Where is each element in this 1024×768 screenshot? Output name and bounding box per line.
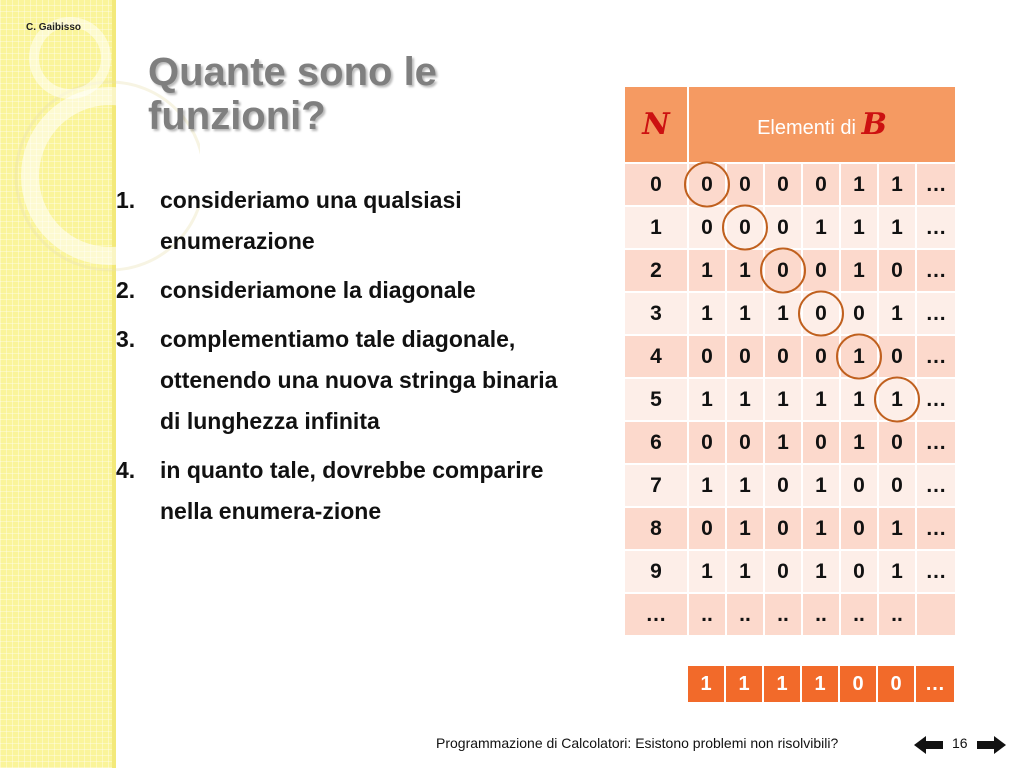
table-row <box>624 421 956 464</box>
bit-cell: 1 <box>878 378 916 421</box>
page-number: 16 <box>952 735 968 751</box>
bit-cell: 1 <box>726 292 764 335</box>
ellipsis-cell: … <box>916 378 956 421</box>
step-text: consideriamone la diagonale <box>160 277 476 303</box>
bit-cell: 1 <box>726 249 764 292</box>
bit-cell: .. <box>726 593 764 636</box>
bit-cell: .. <box>688 593 726 636</box>
enumeration-table <box>623 85 957 637</box>
table-row <box>624 335 956 378</box>
ellipsis-cell: … <box>916 335 956 378</box>
table-row <box>624 206 956 249</box>
bit-cell: .. <box>878 593 916 636</box>
row-index-cell: 9 <box>624 550 688 593</box>
bit-cell: 0 <box>878 464 916 507</box>
bit-cell: 1 <box>764 292 802 335</box>
result-bit-cell: 1 <box>763 665 801 703</box>
row-index-cell: 0 <box>624 163 688 206</box>
bit-cell: 1 <box>688 249 726 292</box>
result-bit-cell: 0 <box>839 665 877 703</box>
bit-cell: 0 <box>688 507 726 550</box>
bit-cell: 0 <box>726 206 764 249</box>
bit-cell: 1 <box>764 421 802 464</box>
table-row <box>624 550 956 593</box>
bit-cell: 0 <box>726 421 764 464</box>
bit-cell: 1 <box>840 249 878 292</box>
bit-cell: 0 <box>688 421 726 464</box>
bit-cell: 0 <box>840 292 878 335</box>
row-index-cell: 7 <box>624 464 688 507</box>
bit-cell: 0 <box>840 550 878 593</box>
ellipsis-cell: … <box>916 421 956 464</box>
table-header-row <box>624 86 956 163</box>
result-bit-cell: 1 <box>801 665 839 703</box>
ellipsis-cell: … <box>916 206 956 249</box>
table-row <box>624 163 956 206</box>
bit-cell: 0 <box>764 206 802 249</box>
ellipsis-cell: … <box>916 292 956 335</box>
bit-cell: 1 <box>878 550 916 593</box>
bit-cell: 1 <box>840 378 878 421</box>
bit-cell: 0 <box>688 163 726 206</box>
row-index-cell: 3 <box>624 292 688 335</box>
result-row <box>687 665 955 703</box>
bit-cell: 0 <box>802 249 840 292</box>
bit-cell: 0 <box>878 335 916 378</box>
bit-cell: 1 <box>878 292 916 335</box>
bit-cell: 0 <box>764 249 802 292</box>
row-index-cell: 2 <box>624 249 688 292</box>
bit-cell: 1 <box>726 507 764 550</box>
bit-cell: .. <box>840 593 878 636</box>
ellipsis-cell: … <box>916 249 956 292</box>
bit-cell: 0 <box>802 163 840 206</box>
bit-cell: 0 <box>840 464 878 507</box>
bit-cell: 0 <box>764 507 802 550</box>
step-number: 2. <box>116 277 136 303</box>
bit-cell: .. <box>802 593 840 636</box>
bit-cell: 1 <box>688 378 726 421</box>
bit-cell: 1 <box>840 163 878 206</box>
step-text: complementiamo tale diagonale, ottenendo una nuova stringa binaria di lunghezza infinita <box>160 326 558 434</box>
table-row <box>624 507 956 550</box>
result-bit-cell: 1 <box>687 665 725 703</box>
table-row <box>624 378 956 421</box>
bit-cell: 1 <box>878 507 916 550</box>
author-label: C. Gaibisso <box>26 22 82 33</box>
ellipsis-cell: … <box>916 464 956 507</box>
step-text: in quanto tale, dovrebbe comparire nella enumera-zione <box>160 457 544 524</box>
arrow-left-icon[interactable] <box>914 735 944 755</box>
bit-cell: 0 <box>726 163 764 206</box>
bit-cell: 0 <box>802 292 840 335</box>
table-row <box>624 292 956 335</box>
table-row <box>624 249 956 292</box>
slide-title: Quante sono le funzioni? <box>148 50 437 138</box>
footer-text: Programmazione di Calcolatori: Esistono problemi non risolvibili? <box>436 735 839 751</box>
step-item <box>116 450 566 532</box>
bit-cell: 1 <box>802 550 840 593</box>
bit-cell: 0 <box>764 163 802 206</box>
bit-cell: 1 <box>764 378 802 421</box>
bit-cell: 1 <box>726 550 764 593</box>
ellipsis-cell: … <box>916 550 956 593</box>
step-number: 3. <box>116 326 136 352</box>
header-n <box>624 86 688 163</box>
bit-cell: 0 <box>878 421 916 464</box>
bit-cell: 0 <box>802 421 840 464</box>
header-label: Elementi di <box>757 117 856 139</box>
bit-cell: 0 <box>840 507 878 550</box>
result-ellipsis-cell: … <box>915 665 955 703</box>
table-row <box>624 464 956 507</box>
step-item <box>116 319 566 442</box>
bit-cell: 1 <box>840 421 878 464</box>
bit-cell: 0 <box>764 464 802 507</box>
result-bit-cell: 1 <box>725 665 763 703</box>
bit-cell: 1 <box>802 206 840 249</box>
bit-cell: 1 <box>840 335 878 378</box>
header-n-letter: N <box>642 107 670 142</box>
result-bit-cell: 0 <box>877 665 915 703</box>
step-number: 1. <box>116 187 136 213</box>
bit-cell: 1 <box>688 292 726 335</box>
bit-cell: 1 <box>802 378 840 421</box>
bit-cell: 0 <box>878 249 916 292</box>
row-index-cell: 1 <box>624 206 688 249</box>
bit-cell: 0 <box>688 335 726 378</box>
step-text: consideriamo una qualsiasi enumerazione <box>160 187 462 254</box>
step-item <box>116 180 566 262</box>
step-item <box>116 270 566 311</box>
table-body <box>624 163 956 636</box>
ellipsis-cell: … <box>916 507 956 550</box>
arrow-right-icon[interactable] <box>976 735 1006 755</box>
row-index-cell: 8 <box>624 507 688 550</box>
bit-cell: 1 <box>878 206 916 249</box>
bit-cell: .. <box>764 593 802 636</box>
header-b-letter: B <box>861 107 887 142</box>
bit-cell: 0 <box>802 335 840 378</box>
bit-cell: 1 <box>840 206 878 249</box>
row-index-cell: … <box>624 593 688 636</box>
bit-cell: 1 <box>802 464 840 507</box>
bit-cell: 0 <box>688 206 726 249</box>
ellipsis-cell <box>916 593 956 636</box>
row-index-cell: 4 <box>624 335 688 378</box>
bit-cell: 1 <box>878 163 916 206</box>
bit-cell: 0 <box>764 550 802 593</box>
bit-cell: 1 <box>802 507 840 550</box>
bit-cell: 1 <box>726 464 764 507</box>
step-number: 4. <box>116 457 136 483</box>
bit-cell: 0 <box>726 335 764 378</box>
complement-result-row <box>686 664 956 704</box>
bit-cell: 1 <box>688 550 726 593</box>
row-index-cell: 5 <box>624 378 688 421</box>
bit-cell: 0 <box>764 335 802 378</box>
steps-list <box>116 180 566 540</box>
bit-cell: 1 <box>726 378 764 421</box>
row-index-cell: 6 <box>624 421 688 464</box>
header-elements <box>688 86 956 163</box>
ellipsis-cell: … <box>916 163 956 206</box>
table-row <box>624 593 956 636</box>
bit-cell: 1 <box>688 464 726 507</box>
